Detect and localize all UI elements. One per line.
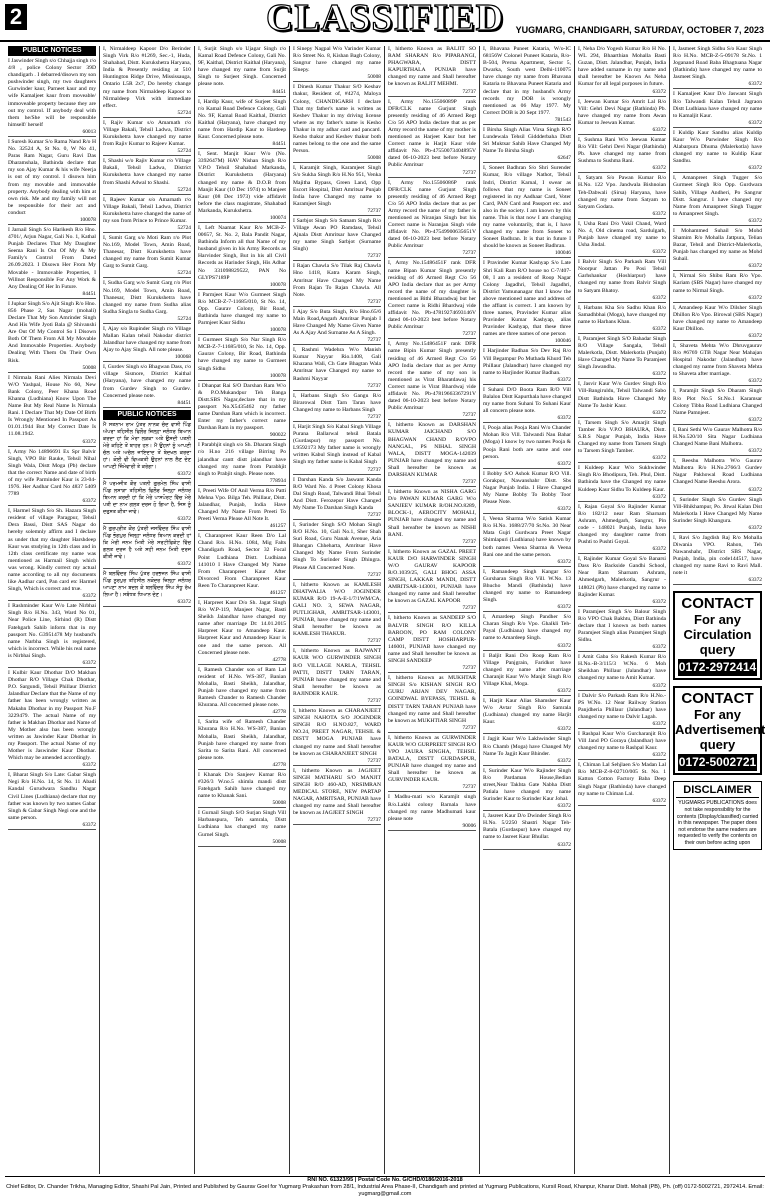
ad-code: 63372	[483, 506, 571, 514]
ad-code: 63372	[578, 599, 666, 607]
notice: I Sarbjot Singh S/o Satnam Singh R/o Village Awan PO Ramdass, Tehsil Ajnala Distt Amritsar have Changed my name Singh Sarbjot (Surname Singh)	[293, 217, 381, 253]
notice: I, Sarita wife of Ramesh Chander Khurana R/o H.No. WS-387, Banian Mohalla, Basti Sheikh, Jalandhar, Punjab have changed my name from Sarita to Sarita Rani. All concerned please note.	[198, 719, 286, 761]
ad-code: 100078	[198, 282, 286, 290]
ad-code: 63372	[578, 249, 666, 257]
notice: I, hitherto Known as CHARANJEET SINGH NAHOTA S/O JOGINDER SINGH R/O H.NO.827, WARD NO.24, PREET NAGAR, TEHSIL & DISTT MOGA PUNJAB have changed my name and Shall hereafter be known as CHARANJEET SINGH	[293, 708, 381, 757]
ad-code: 63372	[103, 599, 191, 607]
ad-code: 72737	[388, 725, 476, 733]
ad-code: 72737	[293, 572, 381, 580]
notice: I, Shashi w/o Rajiv Kumar r/o Village Bakali, Tehsil Ladwa, District Kurukshetra have changed my name from Shashi Adwal to Shashi.	[103, 158, 191, 186]
ad-code: 72737	[388, 479, 476, 487]
notice: I, hitherto Known as RAJWANT KAUR W/O GURWINDER SINGH R/O VILLAGE NARLA, TEHSIL PATTI, DISTT TARN TARAN, PUNJAB have changed my name and Shall hereafter be known as RAJINDER KAUR.	[293, 648, 381, 697]
notice: I, Surinder Singh S/O Mohan Singh R/O H.No. 10, Gali No.1, Sher Shah Suri Road, Guru Nanak Avenue, Aria Bhangan Chheharta, Amritsar Have Changed My Name From Surinder Singh To Surinder Singh Dhingra. Please All Concerned Note.	[293, 521, 381, 571]
contact-line: For any	[694, 707, 741, 723]
ad-code: 72737	[293, 817, 381, 825]
advertisement-contact-box	[673, 686, 765, 775]
ad-code: 63372	[673, 487, 762, 495]
notice: I Parabhjit singh s/o Sh. Dharam Singh r/o H.no 216 village Birring Po jalandhar cantt distt jalandhar have changed my name from Parabhjit singh to Prabjit singh. Please note.	[198, 442, 286, 477]
notice: I, Sumit Garg s/o Moti Ram r/o Plot No.169, Model Town, Amin Road, Thanesar, Distt Kurukshetra have changed my name from Sumit Kumar Garg to Sumit Garg.	[103, 234, 191, 270]
ad-code: 63372	[673, 417, 762, 425]
notice: I Suhani D/O Boota Ram R/O Vill Balalon Distt Kapurthala have changed my name from Suhani To Suhani Kaur all concern please note.	[483, 386, 571, 415]
ad-code: 63372	[578, 211, 666, 219]
disclaimer-text: YUGMARG PUBLICATIONS does not take responsibility for the contents (Display/classified) carried in this newspaper. The paper does not endorse the same readers are requested to verify the contents on their own before acting upon	[676, 800, 759, 846]
ad-code: 63372	[483, 842, 571, 850]
notice: I Rashpal Kaur W/o Gurcharanjit R/o Vill Jand PO Goraya (Jalandhar) have changed my name to Rashpal Kaur.	[578, 730, 666, 752]
punjabi-notice: ਮੈਂ ਗੁਰਪ੍ਰੀਤ ਕੌਰ ਪੁੱਤਰੀ ਜਸਵਿੰਦਰ ਸਿੰਘ ਵਾਸੀ ਪਿੰਡ ਭੋਗਪੁਰ ਜ਼ਿਲ੍ਹਾ ਜਲੰਧਰ ਬਿਆਨ ਕਰਦੀ ਹਾਂ ਕਿ ਮੇਰੀ ਜਨਮ ਮਿਤੀ ਮੇਰੇ ਸਰਟੀਫਿਕੇਟ ਵਿੱਚ ਗਲਤ ਦਰਜ ਹੈ ਅਤੇ ਸਹੀ ਜਨਮ ਮਿਤੀ ਦਰਜ ਕੀਤੀ ਜਾਵੇ।	[103, 525, 191, 560]
ad-code: 461257	[198, 523, 286, 531]
ad-code: 52724	[103, 316, 191, 324]
ad-code: 100078	[8, 217, 96, 225]
notice: I, Surjit Singh s/o Ujagar Singh r/o Kamal Road Defence Colony, Gali No. 9F, Kaithal, District Kaithal (Haryana), have changed my name from Surjit Singh to Surjeet Singh. Concerned please note.	[198, 46, 286, 88]
notice: I, Ajay s/o Rupinder Singh r/o Village Mallan Kalan tehsil Nakodar district Jalandhar have changed my name from Ajay to Ajay Singh. All note please.	[103, 325, 191, 354]
notice: I Amit Gaba S/o Rakesh Kumar R/o H.No.-B-3/115/3 W.No. 6 Moh Sheikhan Phillaur (Jalandhar) have changed my name to Amit Kumar.	[578, 654, 666, 682]
notice: I Kuldip Kaur Sandhu alias Kuldip Kaur W/o Parwinder Singh R/o Alabarpura Dhuma (Malerkotla) have changed my name to Kuldip Kaur Sandhu.	[673, 129, 762, 165]
ad-code: 100068	[103, 354, 191, 362]
ad-code: 63372	[673, 218, 762, 226]
column-3	[195, 46, 290, 1174]
ad-code: 72737	[293, 208, 381, 216]
ad-code: 72737	[388, 250, 476, 258]
notice: I, Bharat Singh S/o Late: Gabar Singh Negi R/o H.No. 14, St No. 11 Abadi Kandal Gurudwara Sandhu Nagar Civil Lines (Ludhiana) declare that my father was known by two names Gabar Singh & Gabar Singh Negi one and the same person.	[8, 772, 96, 821]
ad-code: 42778	[198, 762, 286, 770]
notice: I, Jasvir Kaur W/o Gurdev Singh R/o Vill-Bangiruldu, Tehsil Talwandi Sabo Distt Bathinda Have Changed My Name To Jasbir Kaur.	[578, 381, 666, 409]
ad-code: 72737	[293, 638, 381, 646]
ad-code: 63372	[483, 726, 571, 734]
ad-code: 72737	[293, 383, 381, 391]
notice: I Balvir Singh S/o Parkash Ram Vill Noorpur Jattan Po Posi Tehsil Garhshankar (Hoshiarpur) have changed my name from Balvir Singh to Satyam Bhatoy.	[578, 259, 666, 294]
ad-code: 100046	[483, 250, 571, 258]
ad-code: 63372	[578, 752, 666, 760]
notice: I Jupkar Singh S/o Ajit Singh R/o Hno. 856 Phase 2, Sas Nagar (mohali) Declare That My Son Amrinder Singh And His Wife Jyoti Bala @ Shivanshi Are Out Of My Control So I Disown Both Of Them From All My Movable And Immovable Properties. Anybody Dealing With Them On Their Own Risk.	[8, 300, 96, 364]
ad-code: 100078	[198, 373, 286, 381]
notice: I, Ramandeep Singh Kangar S/o Gursharan Singh R/o Vill. W.No. 13 Bhucho Mandi (Bathinda) have changed my name to Ramandeep Singh.	[483, 568, 571, 604]
notice: I Jarnail Singh S/o Harikesh R/o Hno. 4701/, Arjun Nagar, Gali No. 1, Kathal Punjab Declares That My Daughter Seema Rani Is Out Of My & My Family's Control From Dated 26.09.2023. I Disown Her From My Movable - Immovable Properties, I Willnot Responsible For Any Work & Any Dealing Of Her In Future.	[8, 226, 96, 290]
notice: I, Satyam S/o Pawan Kumar R/o H.No. 122 Vpo. Jandwala Bishnoian Teh-Dabwali (Sirsa) Haryana, have changed my name from Satyam to Satyam Godara.	[578, 175, 666, 210]
notice: I, Bani Sethi W/o Gaurav Malhotra R/o H.No.520/10 Sita Nagar Ludhiana Changed Name Bani Malhotra.	[673, 426, 762, 448]
ad-code: 63372	[8, 439, 96, 447]
ad-code: 72737	[293, 698, 381, 706]
notice: I, Amanpreet Singh Tugger S/o Gurmeet Singh R/o Opp. Gurdwara Sahib, Village Andheri, Po Sangrur Distt. Sangrur. I have changed my Name from Amanpreet Singh Tugger to Amanpreet Singh.	[673, 175, 762, 217]
punjabi-notice: ਮੈਂ ਸਤਨਾਮ ਰਾਮ ਪੁੱਤਰ ਨਾਨਕ ਚੰਦ ਵਾਸੀ ਪਿੰਡ ਅੱਪਰਾ ਤਹਿਸੀਲ ਫਿਲੌਰ ਜ਼ਿਲ੍ਹਾ ਜਲੰਧਰ ਬਿਆਨ ਕਰਦਾ ਹਾਂ ਕਿ ਮੇਰਾ ਲੜਕਾ ਅਤੇ ਉਸਦੀ ਪਤਨੀ ਮੇਰੇ ਕਹਿਣੇ ਤੋਂ ਬਾਹਰ ਹਨ। ਮੈਂ ਉਹਨਾਂ ਨੂੰ ਆਪਣੀ ਚੱਲ ਅਤੇ ਅਚੱਲ ਜਾਇਦਾਦ ਤੋਂ ਬੇਦਖਲ ਕਰਦਾ ਹਾਂ। ਕੋਈ ਵੀ ਵਿਅਕਤੀ ਉਹਨਾਂ ਨਾਲ ਲੈਣ ਦੇਣ ਆਪਣੀ ਜ਼ਿੰਮੇਵਾਰੀ ਤੇ ਕਰੇਗਾ।	[103, 421, 191, 470]
contact-phone: 0172-2972414	[678, 660, 757, 675]
notice: I, hitherto Known as DARSHAN KUMAR JAICHAND S/O BHAGWAN CHAND R/OVPO NANGAL, PS NIHAL SINGH WALA, DISTT MOGA-142039 PUNJAB have changed my name and Shall hereafter be known as DARSHAN KUMAR	[388, 422, 476, 478]
ad-code: 63372	[578, 410, 666, 418]
ad-code: 63372	[8, 660, 96, 668]
dateline: YUGMARG, CHANDIGARH, SATURDAY, OCTOBER 7, 2023	[515, 25, 764, 35]
notice: I, Pooja alias Pooja Rani W/o Chander Mohan R/o Vill. Talwandi Nau Bahar (Moga) I know by two names Pooja & Pooja Rani both are same and one person.	[483, 425, 571, 460]
ad-code: 63372	[103, 561, 191, 569]
ad-code: 63372	[8, 593, 96, 601]
notice: I, Sent. Manjit Kaur W/o (No. 3392647M) HAV Nishan Singh R/o V.P.O Tehsil Shahabad Markanda, District Kurukshetra (Haryana) changed my name & D.O.B from Manjit Kaur (10 Dec 1974) to Manjeet Kaur (08 Dec 1973) vide affidavit before the class magistrate, Shahabad Markanda, Kurukshetra.	[198, 151, 286, 214]
section-header: PUBLIC NOTICES	[8, 46, 96, 56]
ad-code: 90006	[388, 823, 476, 831]
page-number: 2	[5, 4, 27, 30]
notice: I Dinesh Kumar Thakur S/O Keshav thakur, Resident of, #4274, Maloya Colony, CHANDIGARH I declare That my father's name is written as Keshev Thakur in my driving license where as my father's name is Kesho Thakur in my adhar card and pancard. Kesho thakur and Keshev thakur both names belong to the one and the same Person.	[293, 84, 381, 155]
punjabi-notice: ਮੈਂ ਬਲਵਿੰਦਰ ਸਿੰਘ ਪੁੱਤਰ ਹਰਭਜਨ ਸਿੰਘ ਵਾਸੀ ਪਿੰਡ ਨੂਰਪੁਰ ਤਹਿਸੀਲ ਨਕੋਦਰ ਜ਼ਿਲ੍ਹਾ ਜਲੰਧਰ ਆਪਣਾ ਨਾਮ ਬਦਲ ਕੇ ਬਲਵਿੰਦਰ ਸਿੰਘ ਸੰਧੂ ਰੱਖ ਲਿਆ ਹੈ। ਸਬੰਧਤ ਧਿਆਨ ਦੇਣ।	[103, 570, 191, 598]
ad-code: 100074	[198, 215, 286, 223]
notice: I, Harjit Singh S/o Kabal Singh Village Purana Ballarwal tehsil Batala (Gurdaspur) my passport No. L9592173 My father name is wrongly written Kabul Singh instead of Kabal Singh my father name is Kabal Singh	[293, 423, 381, 466]
notice: I, Rajinder Kumar Goyal S/o Banarsi Dass R/o Backside Gandhi School, Near Ram Sharnam Ashram, Ahmedgarh, Malerkotla, Sangrur - 148021 (Pb) have changed my name to Rajinder Kumar.	[578, 556, 666, 598]
notice: I, Chiman Lal Sehjlaen S/o Madan Lal R/o MCB-Z-8-02710/005 St. No. 1 Katton Cotton Factory Baba Deep Singh Nagar (Bathinda) have changed my name to Chiman Lal.	[578, 762, 666, 797]
notice: I, Paramjeet Singh S/O Bahadar Singh R/O Village Sangala, Tehsil Malerkotla, Distt. Malerkotla (Punjab) Have Changed My Name To Paramjeet Singh Jawandha.	[578, 335, 666, 371]
circulation-contact-box	[673, 591, 762, 680]
ad-code: 42778	[198, 709, 286, 717]
ad-code: 778934	[198, 478, 286, 486]
column-8	[670, 46, 765, 1174]
ad-code: 63372	[483, 461, 571, 469]
notice: I, hitherto Known as NISHA GARG D/o PAWAN KUMAR GARG W/o SANJEEV KUMAR R/OH.NO.8289, BLOCK-1, AEROCITY MOHALI, PUNJAB have changed my name and Shall hereafter be known as NISHI RANI.	[388, 489, 476, 538]
ad-code: 63372	[483, 803, 571, 811]
notice: I, Soneet Badhran S/o Shri Surender Kumar, R/o village Nathot, Tehsil Indri, District Karnal, I swear as follows that my name is Soneet registered in my Aadhaar Card, Voter Card, PAN Card and Passport etc. and also in the society. I am known by this name. This is that now I am changing my name voluntarily, that is, I have changed my name from Soneet to Soneet Badhran. It is that in future I should be known as Soneet Badhran.	[483, 165, 571, 250]
ad-code: 84451	[103, 400, 191, 408]
ad-code: 72737	[388, 331, 476, 339]
ad-code: 42778	[198, 657, 286, 665]
ad-code: 63372	[483, 559, 571, 567]
punjabi-notice: ਮੈਂ ਪਰਮਜੀਤ ਕੌਰ ਪਤਨੀ ਗੁਰਮੇਲ ਸਿੰਘ ਵਾਸੀ ਪਿੰਡ ਲਸਾੜਾ ਤਹਿਸੀਲ ਫਿਲੌਰ ਜ਼ਿਲ੍ਹਾ ਜਲੰਧਰ ਬਿਆਨ ਕਰਦੀ ਹਾਂ ਕਿ ਮੇਰੇ ਪਾਸਪੋਰਟ ਵਿੱਚ ਮੇਰੇ ਪਤੀ ਦਾ ਨਾਮ ਗਲਤ ਦਰਜ ਹੋ ਗਿਆ ਹੈ, ਜਿਸ ਨੂੰ ਦਰੁਸਤ ਕੀਤਾ ਜਾਵੇ।	[103, 480, 191, 515]
notice: I, Veena Sharma W/o Satish Kumar R/o H.No. 1688/27/70 St.No. 30 Near Mata Gujri Gurdwara Preet Nagar Shimlapuri (Ludhiana) have known by both names Veena Sharma & Veena Rani one and the same person.	[483, 516, 571, 558]
notice: I, Left Naamat Kaur R/o MCB-Z-00657, St. No. 2, Bala Pandit Nagar, Bathinda Inform all that Name of my husband given in his Army Records as Harvinder Singh, But in his all Civil Records as Harinder Singh, His Adhar No 331098829522, PAN No GLYPS7189P	[198, 224, 286, 281]
ad-code: 72737	[388, 784, 476, 792]
notice: I, hitherto Known as KAMLESH DHATWALIA W/O JOGINDER KUMAR R/O 19-A-E-1/7/1WM/CA, GALI NO. 3, SEWA NAGAR, PUTLIGHAR, AMRITSAR-143001, PUNJAB, have changed my name and Shall hereafter be known as KAMLESH THAKUR.	[293, 581, 381, 638]
notice: I, Army No 14896691 Ex Spr Balvir Singh, VPO Bir Rauke, Tehsil Nihal Singh Wala, Distt Moga (Pb) declare that the correct Name and date of birth of my wife Parminder Kaur is 23-04-1976. Her Aadhar Card No 4837 5409 7789	[8, 448, 96, 498]
notice: I, Army No.15506086P rank DFR/CLK name Gurjunt Singh presently residing of 46 Armed Regt C/o 56 APO India declare that as per Army record the name of my father is mentioned as Niranjan Singh but his Correct name is Naranjan Singh vide affidavit No. Pb-47549900635651V dated 06-10-2023 best before Notary Public Amritsar	[388, 179, 476, 250]
notice: I Pravinder Kumar Kashyap S/o Late Shri Kali Ram R/O house no C-7/407-08, I am a resident of Roop Nagar Colony Jagadhri, Tehsil Jagadhri, District Yamunanagar that I know the above mentioned name and address of the affiant is correct. I am known by three names, Pravinder Kumar alias Pravinder Kumar Kashyap, alias Pravinder Kashyap, that these three names are three names of one person	[483, 260, 571, 338]
notice: I Mohammed Suhail S/o Mohd Shamim R/o Mohalla Jattpura, Telian Bazar, Tehsil and District-Malerkotla, Punjab has changed my name as Mohd Suhail.	[673, 227, 762, 263]
ad-code: 50008	[198, 800, 286, 808]
notice: I Suresh Kumar S/o Rama Nand R/o H No. 32524 A, St No. 0, W No 41, Paras Ram Nagar, Guru Ravi Das Dharamshala, Bathinda declare that my son Ajay Kumar & his wife Neerja is out of my control. I disown him from my movable and immovable property. Anybody dealing with him at own risk. Me and my family will not be responsible for their act and conduct	[8, 138, 96, 216]
notice: I, Rajiv Kumar s/o Amarnath r/o Village Bakali, Tehsil Ladwa, District Kurukshetra have changed my name from Rajiv Kumar to Rajeev Kumar.	[103, 119, 191, 148]
ad-code: 63372	[8, 498, 96, 506]
ad-code: 63372	[578, 494, 666, 502]
ad-code: 84451	[198, 89, 286, 97]
ad-code: 72737	[388, 170, 476, 178]
contact-line: query	[699, 737, 736, 753]
ad-code: 781543	[483, 117, 571, 125]
notice: I Dalvir S/o Parkash Ram R/o H.No.-PS W.No. 12 Near Railway Station Panjdheria Phillaur (Jalandhar) have changed my name to Dalvir Lagah.	[578, 692, 666, 720]
ad-code: 72737	[388, 665, 476, 673]
contact-line: Circulation	[683, 627, 752, 643]
column-7	[575, 46, 670, 1174]
ad-code: 62647	[483, 155, 571, 163]
ad-code: 63372	[578, 721, 666, 729]
notice: I, Harpreet Kaur D/o Sh. Jagat Singh R/o W.P-119, Manjeet Nagar, Basti Sheikh Jalandhar have changed my name after marriage Dt: 14.01.2015 Harpreet Kaur to Amandeep Kaur. Harpreet Kaur and Amandeep Kaur is one and the same person. All Concerned please note.	[198, 600, 286, 656]
ad-code: 50008	[293, 155, 381, 163]
notice: I, hitherto Known as SANDEEP S/O BALVIR SINGH R/O KILLA BAROON, PO RAM COLONY CAMP DISTT HOSHIARPUR-146001, PUNJAB have changed my name and Shall hereafter be known as SINGH SANDEEP	[388, 615, 476, 665]
ad-code: 52724	[103, 148, 191, 156]
ad-code: 63372	[483, 643, 571, 651]
notice: I, Gurdev Singh s/o Bhagwan Dass, r/o village Sismore, District Kaithal (Haryana), have changed my name from Gurdev Singh to Gurdev. Concerned please note.	[103, 364, 191, 399]
ad-code: 100078	[198, 327, 286, 335]
notice: I, Tarsem Singh S/o Amarjit Singh Tamber R/o V.P.O BHAURA, Distt. S.B.S Nagar Punjab, India Have Changed my name from Tarsem Singh to Tarsem Singh Tamber.	[578, 419, 666, 455]
notice: I, Ravi S/o Jagdish Raj R/o Mohalla Diwania VPO. Rahon, Teh Nawanshahr, District SBS Nagar, Punjab, India, pin code144517, have changed my name Ravi to Ravi Mall. note it	[673, 534, 762, 577]
ad-code: 72737	[293, 512, 381, 520]
imprint-footer	[5, 1176, 765, 1198]
ad-code: 461257	[198, 590, 286, 598]
ad-code: 63372	[673, 81, 762, 89]
notice: I, Jeewan Kumar S/o Amrit Lal R/o Vill: Gehri Devi Nagar (Bathinda) Pb. have changed my name from Awan Kumar to Jeewan Kumar.	[578, 98, 666, 126]
notice: I Jagjit Kaur W/o Lakhwinder Singh R/o Chamb (Moga) have Changed My Name To Jagjit Kaur Bhinder.	[483, 736, 571, 757]
ad-code: 63372	[673, 525, 762, 533]
notice: I, Preeti Wife Of Anil Verma R/o Patti Mehna Vpo. Bilga Teh. Phillaur, Distt. Jalandhar, Punjab, India Have Changed My Name From Preeti To Preeti Verma Please All Note It.	[198, 487, 286, 523]
disclaimer-box	[673, 781, 762, 849]
ad-code: 52724	[103, 110, 191, 118]
ad-code: 63372	[673, 333, 762, 341]
column-6	[480, 46, 575, 1174]
ad-code: 63372	[483, 415, 571, 423]
notice: I Kuldeep Kaur W/o Sukhwinder Singh R/o Bhodipura, Teh. Phul, Distt. Bathinda have the Changed my name Kuldeep Kaur Sidhu To Kuldeep Kaur.	[578, 465, 666, 493]
ad-code: 84451	[8, 291, 96, 299]
ad-code: 63372	[578, 644, 666, 652]
ad-code: 50008	[198, 839, 286, 847]
ad-code: 63372	[673, 263, 762, 271]
ad-code: 63372	[483, 377, 571, 385]
ad-code: 63372	[673, 295, 762, 303]
notice: I Harjinder Badhan S/o Dev Raj R/o Vill Begampur Po Muthada Khurd Teh Phillaur (Jalandhar) have changed my name to Harjinder Kumar Badhan.	[483, 348, 571, 376]
notice: I, Amardeep Singh Pandher S/o Charan Singh R/o Vpo. Ghalkli Teh-Payal (Ludhiana) have changed my name to Amardeep Singh.	[483, 614, 571, 642]
ad-code: 63372	[673, 448, 762, 456]
notice: I, Harmel Singh S/o Sh. Hazara Singh resident of village Paragpur, Tehsil Dera Bassi, Distt SAS Nagar do hereby solemnly affirm and I declare as under that my daughter Harshdeep Kaur was studying in 12th class and in 12th class certificate my name was mentioned as Harmail Singh which was wrong. Kindly correct my actual name according to all my documents like Aadhar card, Pan card etc Harmel Singh, Which is correct and true.	[8, 508, 96, 593]
ad-code: 63372	[578, 326, 666, 334]
ad-code: 50008	[8, 365, 96, 373]
notice: I Kamaljeet Kaur D/o Jaswant Singh R/o Talwandi Kalan Tehsil Jagraon Distt Ludhiana have changed my name to Kamaljit Kaur.	[673, 91, 762, 119]
notice: I, Harbans Kha S/o Sadhu Khan R/o Samadhbhai (Moga), have changed my name to Harbans Khan.	[578, 304, 666, 325]
notice: I Gurmeet Singh S/o Nar Singh R/o MCB-Z-7-11685/010, St No. 14, Opp. Gaurav Colony, Bir Road, Bathinda have changed my name to Gurmeet Singh Sidhu	[198, 337, 286, 372]
notice: I, Sushma Rani W/o Jeewan Kumar R/o Vill: Gehri Devi Nagar (Bathinda) Pb. have changed my name from Sushma to Sushma Rani.	[578, 136, 666, 165]
notice: I, hitherto Known as GURWINDER KAUR W/O GURPREET SINGH R/O VPO JAURA SINGHA, TEHSIL BATALA, DISTT GURDASPUR, PUNJAB have changed my name and Shall hereafter be known as GURVINDER KAUR.	[388, 734, 476, 784]
notice: I Rashminder Kaur W/o Late Nirbhai Singh R/o H.No. 343, Ward No 01, Near Police Line, Sirhind (R) Distt Fatehgarh Sahib inform that in my passport No. G3951478 My husband's name Narbha Singh is registered, which is incorrect. While his real name is Nirbhai Singh.	[8, 603, 96, 659]
notice: I Jaswinder Singh s/o Chhajja singh r/o 4/8 , police Colony Sector 39D chandigarh . I debarred/disown my son pushwinder singh, my two daughters Gurwinder kaur, Parneet kaur and my wife Kamaljeet kaur from moveable/ immoveable property because they are out my control. If anybody deal with them he/She will be responsible himself/ herself	[8, 58, 96, 128]
ad-code: 63372	[578, 455, 666, 463]
notice: I, Surinder Singh S/o Gurdev Singh Vill-Bhikhampur, Po. Jitwal Kalan Dist Malerkotla I Have Changed My Name Surinder Singh Khangura.	[673, 496, 762, 524]
notice: I, Karamjit Singh, Karamjeet Singh S/o Sukha Singh R/o H.No 951, Venka Majitha Bypass, Green Land, Opp Escort Hospital, Distt Amritsar Punjab India have Changed my name to Karamjeet Singh	[293, 165, 381, 207]
notice: I Bobby S/O Ashok Kumar R/O Vill. Gorakpur, Nawanshahr Distt. Sbs Nagar Punjab India. I Have Changed My Name Bobby To Bobby Toor Please Note.	[483, 470, 571, 506]
notice: I, Hardip Kaur, wife of Surjeet Singh r/o Kamal Road Defence Colony, Gali No. 9F, Kamal Road Kaithal, District Kaithal (Haryana), have changed my name from Hardip Kaur to Hardeep Kaur. Concerned please note.	[198, 98, 286, 141]
ad-code: 72737	[388, 605, 476, 613]
ad-code: 52724	[103, 270, 191, 278]
ad-code: 63372	[578, 683, 666, 691]
notice: I, Surinder Kaur W/o Rajinder Singh R/o Pardaman House,Bedian street,Near Takhta Gate Nabha Distt Patiala have changed my name Surinder Kaur to Surinder Kaur Johal.	[483, 767, 571, 803]
column-1	[5, 46, 100, 1174]
notice: I, hitherto Known as GAZAL PREET KAUR D/O HARWINDER SINGH W/O GAURAV KAPOOR R/O.1039/25, GALI BHOG ASSA SINGH, LAKKAR MANDI, DISTT AMRITSAR-143001, PUNJAB have changed my name and Shall hereafter be known as GAZAL KAPOOR	[388, 548, 476, 605]
ad-code: 63372	[483, 604, 571, 612]
ad-code: 72737	[293, 758, 381, 766]
contact-heading: CONTACT	[681, 690, 754, 708]
notice: I, Rajan Goyal S/o Rajinder Kumar R/o 182/12 near Ram Sharnam Ashram, Ahmedgarh, Sangrur, Pin code - 148021 Punjab, India have changed my daughter name from Pushti to Pushti Goyal.	[578, 503, 666, 546]
ad-code: 63372	[578, 798, 666, 806]
column-4	[290, 46, 385, 1174]
notice: I, Jasreet Kaur D/o Dwinder Singh R/o H.No. 5/2250 Shastri Nagar Teh-Batala (Gurdaspur) have changed my name to Jasreet Kaur Bhullar.	[483, 813, 571, 841]
contact-line: For any	[694, 612, 741, 628]
ad-code: 72737	[293, 299, 381, 307]
imprint-line: Chief Editor, Dr. Chander Trikha, Managing Editor, Shashi Pal Jain, Printed and Published by Gaurav Goel for Yugmarg Prakashan from 28/1, Industrial Area Phase-II, Chandigarh and printed at Yugmarg Publications, Kursil Road, Khanpur, Kharar Distt. Mohali (PB), Ph. (off) 0172-5002721, 2972414. Email: yugmarg@gmail.com	[6, 1184, 764, 1197]
notice: I Paramjeet Singh S/o Balour Singh R/o VPO Chak Bakhtu, Distt Bathinda declare that I known as both names Paramjeet Singh alias Paramjeet Singh Sidhu.	[578, 608, 666, 644]
ad-code: 63372	[103, 516, 191, 524]
notice: I Nirmala Rani Alies Nirmala Devi W/O Yashpal, House No 60, New Bank Colony, Peer Khana Road Khanna (Ludhiana) Know Upon The Name But My Real Name Is Nirmala Rani. I Declare That My Date Of Birth Is Wrongly Mentioned In Passport As 01.01.1944 But My Correct Date Is 11.08.1942.	[8, 374, 96, 438]
ad-code: 84451	[198, 141, 286, 149]
notice: I, Harjit Kaur Alias Shamsher Kaur W/o Avtar Singh R/o Samrala (Ludhiana) changed my name Harjit Kaur.	[483, 698, 571, 726]
notice: I Khanak D/o Sanjeev Kumar R/o #326/3 W.no.5 shimla mandi distt Fatehgarh Sahib have changed my name to Khanak Sani.	[198, 771, 286, 800]
ad-code: 63372	[578, 295, 666, 303]
notice: I, Amandeep Kaur W/o Dilsher Singh Dhillon R/o Vpo. Birowal (SBS Nagar) have changed my name to Amandeep Kaur Dhillon.	[673, 304, 762, 332]
ad-code: 72737	[293, 467, 381, 475]
ad-code: 63372	[673, 378, 762, 386]
notice: I, Harbans Singh S/o Gangu R/o Birarowal Distt Tarn Taran have Changed my name to Harbans Singh	[293, 392, 381, 413]
ad-code: 72737	[388, 412, 476, 420]
notice: I Rajan Chawla S/o Tilak Raj Chawla Hno 1418, Katra Karam Singh, Amritsar Have Changed My Name From Rajan To Rajan Chawla. All Note.	[293, 263, 381, 298]
ad-code: 900022	[198, 432, 286, 440]
notice: I Gurnail Singh S/O Surjan Singh Vill Harbanspura, Teh samrala, Distt Ludhiana has changed my name Gurnel Singh.	[198, 810, 286, 838]
ad-code: 52724	[103, 225, 191, 233]
notice: I Sinepy Nagpal W/o Varinder Kumar R/o Street No. 8, Kishan Bagh Colony, Sangrur have changed my name Sinepy.	[293, 46, 381, 74]
ad-code: 100046	[483, 338, 571, 346]
notice: I, Rashmi Wadehra W/o Manish Kumar Nayyar Rio.1408, Gali Khazana Wali, Ch Gate Bhagtan Wala Amritsar have Changed my name to Rashmi Nayyar	[293, 347, 381, 382]
ad-code: 63372	[673, 120, 762, 128]
notice: I, Army No.15486451F rank DFR name Bipan Kumar Singh presently residing of 46 Armed Regt C/o 56 APO India declare that as per Army record the name of my daughter is mentioned as Bithi Bharadwaj but her Correct name is Ridhi Bhardwaj vide affidavit No. Pb-47819274693146V dated 06-10-2023 best before Notary Public Amritsar	[388, 260, 476, 331]
ad-code: 52724	[103, 187, 191, 195]
notice: I Birsha Singh Alias Virsa Singh R/O Lundewala Tehsil Giddderbaha Distt Sri Muktsar Sahib Have Changed My Name To Birsha Singh	[483, 126, 571, 155]
ad-code: 63372	[578, 546, 666, 554]
ad-code: 50008	[293, 74, 381, 82]
ad-code: 63372	[673, 165, 762, 173]
ad-code: 63372	[8, 762, 96, 770]
ad-code: 72737	[293, 253, 381, 261]
ad-code: 63372	[8, 822, 96, 830]
notice: I, hitherto Known as BALJIT SO RAM SHARAN R/o PIPARANGI, PHAGWARA, DISTT KAPURTHALA PUNJAB have changed my name and Shall hereafter be known as BALJIT MEHMI.	[388, 46, 476, 88]
notice: I Ajay S/o Buta Singh, R/o Hno.65/6 Main Road,Angarh Amritsar Punjab I Have Changed My Name Given Name As A Ajay And Surname As A Singh.	[293, 308, 381, 337]
section-title: CLASSIFIED	[265, 0, 505, 39]
notice: I, Army No.15486451F rank DFR name Bipin Kumar Singh presently residing of 46 Armed Regt C/o 56 APO India declare that as per Army record the name of my son is mentioned as Virat Bharatdawaj his Correct name is Virat Bhardwaj vide affidavit No. Pb-47819663367291V dated 06-10-2023 best before Notary Public Amritsar	[388, 341, 476, 412]
ad-code: 63372	[578, 165, 666, 173]
notice: I, Ramesh Chander son of Ram Lal resident of H.No. WS-387, Banian Mohalla, Basti Sheikh, Jalandhar, Punjab have changed my name from Ramesh Chander to Ramesh Chander Khurana. All concerned please note.	[198, 666, 286, 709]
masthead	[0, 0, 770, 42]
notice: I, Paramjit Singh S/o Dharam Singh R/o Plot No.5 St.No.1 Karamsar Colony Tibba Road Ludhiana Changed Name Pamnjeet.	[673, 388, 762, 416]
ad-code: 63372	[483, 758, 571, 766]
notice: I, Usha Rani D/o Vakil Chand, Ward No. 4, Old cinema road, Sardulgarh, Punjab have changed my name to Usha Jindal.	[578, 220, 666, 249]
ad-code: 63372	[578, 89, 666, 97]
ad-code: 63372	[103, 471, 191, 479]
ad-code: 63372	[673, 577, 762, 585]
notice: I, Nirmaldeep Kapoor D/o Berinder Singh Virk R/o #1269, Sec.-1, Huda, Shahabad, Distt. Kurukshetra Haryana, India & Presently residing at 510 Huntington Ridge Drive, Mississauga, Ontario L5R 2x7, Do hereby change my name from Nirmaldeep Kapoor to Nirmaldeep Virk with immediate effect.	[103, 46, 191, 109]
notice: I, hitherto Known as MUKHTAR SINGH S/o KISHAN SINGH R/O GURU ARJAN DEV NAGAR, GOINDWAL BYEPASS, TEHSIL & DISTT TARN TARAN PUNJAB have changed my name and Shall hereafter be known as MUKHTIAR SINGH	[388, 675, 476, 724]
contact-heading: CONTACT	[681, 595, 754, 613]
notice: I Baljit Rani D/o Roop Ram R/o Village Panjgrain, Faridkot have changed my name after marriage Charanjit Kaur W/o Manjit Singh R/o Village Khai, Moga.	[483, 652, 571, 687]
ad-code: 60013	[8, 129, 96, 137]
ad-code: 72737	[388, 539, 476, 547]
ad-code: 72737	[293, 414, 381, 422]
ad-code: 72737	[293, 337, 381, 345]
notice: I Kulbir Kaur Dhothar D/O Makhan Dhothar R/O Village Chak Dhothar, P.O. Sargundi, Tehsil Phillaur District Jalandhar Declare that the Name of my father has been wrongly written as Makahn Dhothar in my Passport No.F 3229479. The actual Name of my father is Makhan Dhothar and Name of My Mother also has been wrongly written as Jawinder Kaur Dhothar in my Passport. The actual Name of my Mother is Jaswinder Kaur Dhothar. Which may be amended accordingly.	[8, 670, 96, 762]
contact-phone: 0172-5002721	[678, 755, 757, 770]
notice: I Madhu-mati w/o Karamjit singh R/o.Lakhi colony Barnala have changed my name Madhumati kaur please note	[388, 794, 476, 822]
notice: I, Reeshu Malhotra W/o Gaurav Malhotra R/o H.No.2766/3 Gurdev Nagar Pakhowal Road Ludhiana Changed Name Reeshu Arora.	[673, 458, 762, 486]
notice: I, Bhavana Puneet Kataria, W/o-IC 68156W Colonel Puneet Kataria, R/o- B-504, Prerna Apartment, Sector 5, Dwarka, South west Delhi-110075 have change my name from Bhavana Kataria to Bhavana Puneet Kataria and declare that in my husband's Army records my DOB is wrongly mentioned as 06 May 1977. My Correct DOB is 20 Sept 1977.	[483, 46, 571, 116]
contact-line: query	[699, 642, 736, 658]
notice: I Dhanpat Rai S/O Darshan Ram W/o & P.O.Mukandpur Teh Banga Distt.SBS Nagar,declare that in my passport No.X5435462 my father name Darshan Ram which is incorrect. Enter my father's correct name Darshan Ram in my passport.	[198, 382, 286, 432]
disclaimer-title: DISCLAIMER	[676, 784, 759, 798]
section-header: PUBLIC NOTICES	[103, 410, 191, 420]
notice: I Darshan Kanda S/o Jaswant Kanda R/O Ward No. 4 Preet Colony Khosa Dal Singh Road, Talwandi Bhai Tehsil And Distt. Ferozepur Have Changed My Name To Darshan Singh Kanda	[293, 476, 381, 511]
rni-line: RNI NO. 61323/95 | Postal Code No. G/CHD/0186/2016-2018	[307, 1177, 463, 1183]
notice: I, Charanpreet Kaur Reen D/o Lal Chand R/o. H.No. 1084, Mig Falts Chandigarh Road, Sector 32 Focal Point Ludhiana Distt. Ludhiana 141010 I Have Changed My Name From Charanpreet Kaur After Divorced From Charanpreet Kaur Reen To Charanpreet Kaur.	[198, 533, 286, 589]
notice: I, Shaveta Mehta W/o Dhruvgaurav R/o #6769 GTB Nagar Near Mahajan Hospital Nakodar (Jalandhar) have changed my name from Shaveta Mehta to Shaveta after marriage.	[673, 343, 762, 378]
ad-code: 63372	[483, 688, 571, 696]
contact-line: Advertisement	[675, 722, 765, 738]
notice: I, Army No.15506089P rank DFR/CLK name Gurjunt Singh presently residing of 46 Armed Regt C/o 56 APO India declare that as per Army record the name of my mother is mentioned as Harjeet Kaur but her Correct name is Harjit Kaur vide affidavit No. Pb-47550073404895V dated 06-10-2023 best before Notary Public Amritsar	[388, 98, 476, 169]
notice: I, hitherto Known as JAGJEET SINGH MATHARU S/O MANJIT SINGH R/O 460-AD, NRSIMRAN MEDICAL STORE, NEW PARTAP NAGAR, AMRITSAR, PUNJAB have changed my name and Shall hereafter be known as JAGJEET SINGH	[293, 767, 381, 817]
ad-code: 63372	[578, 127, 666, 135]
classified-columns	[5, 46, 765, 1174]
notice: I, Nirmal S/o Shibu Ram R/o Vpo. Kariam (SBS Nagar) have changed my name to Nirmal Singh.	[673, 273, 762, 294]
ad-code: 72737	[388, 89, 476, 97]
notice: I Parmjeet Kaur W/o Gurmeet Singh R/o MCB-Z-7-11685/010, St No. 14, Opp. Gaurav Colony, Bir Road, Bathinda have changed my name to Parmjeet Kaur Sidhu	[198, 291, 286, 327]
notice: I, Neha D/o Yogesh Kumar R/o H No. WL 294, Bhaarthian Mohalla Basti Guzan, Distt. Jalandhar, Punjab, India have added surname in my name and shall hereafter be Known As Neha Kumar for all legal purposes in future.	[578, 46, 666, 88]
ad-code: 63372	[578, 371, 666, 379]
notice: I, Sudha Garg w/o Sumit Garg r/o Plot No.169, Model Town, Amin Road, Thanesar, Distt Kurukshetra have changed my name from Sudha alias Sudha Singla to Sudha Garg.	[103, 280, 191, 315]
column-2	[100, 46, 195, 1174]
column-5	[385, 46, 480, 1174]
notice: I, Jasmeet Singh Sidhu S/o Kaur Singh R/o H.No. MCB-Z-5-09178 St.No. 1 Joganand Road Baba Bhagtuana Nagar (Bathinda) have changed my name to Jasmeet Singh.	[673, 46, 762, 81]
notice: I, Rajeev Kumar s/o Amarnath r/o Village Bakali, Tehsil Ladwa, District Kurukshetra have changed the name of my son from Prince to Prince Kumar.	[103, 196, 191, 224]
